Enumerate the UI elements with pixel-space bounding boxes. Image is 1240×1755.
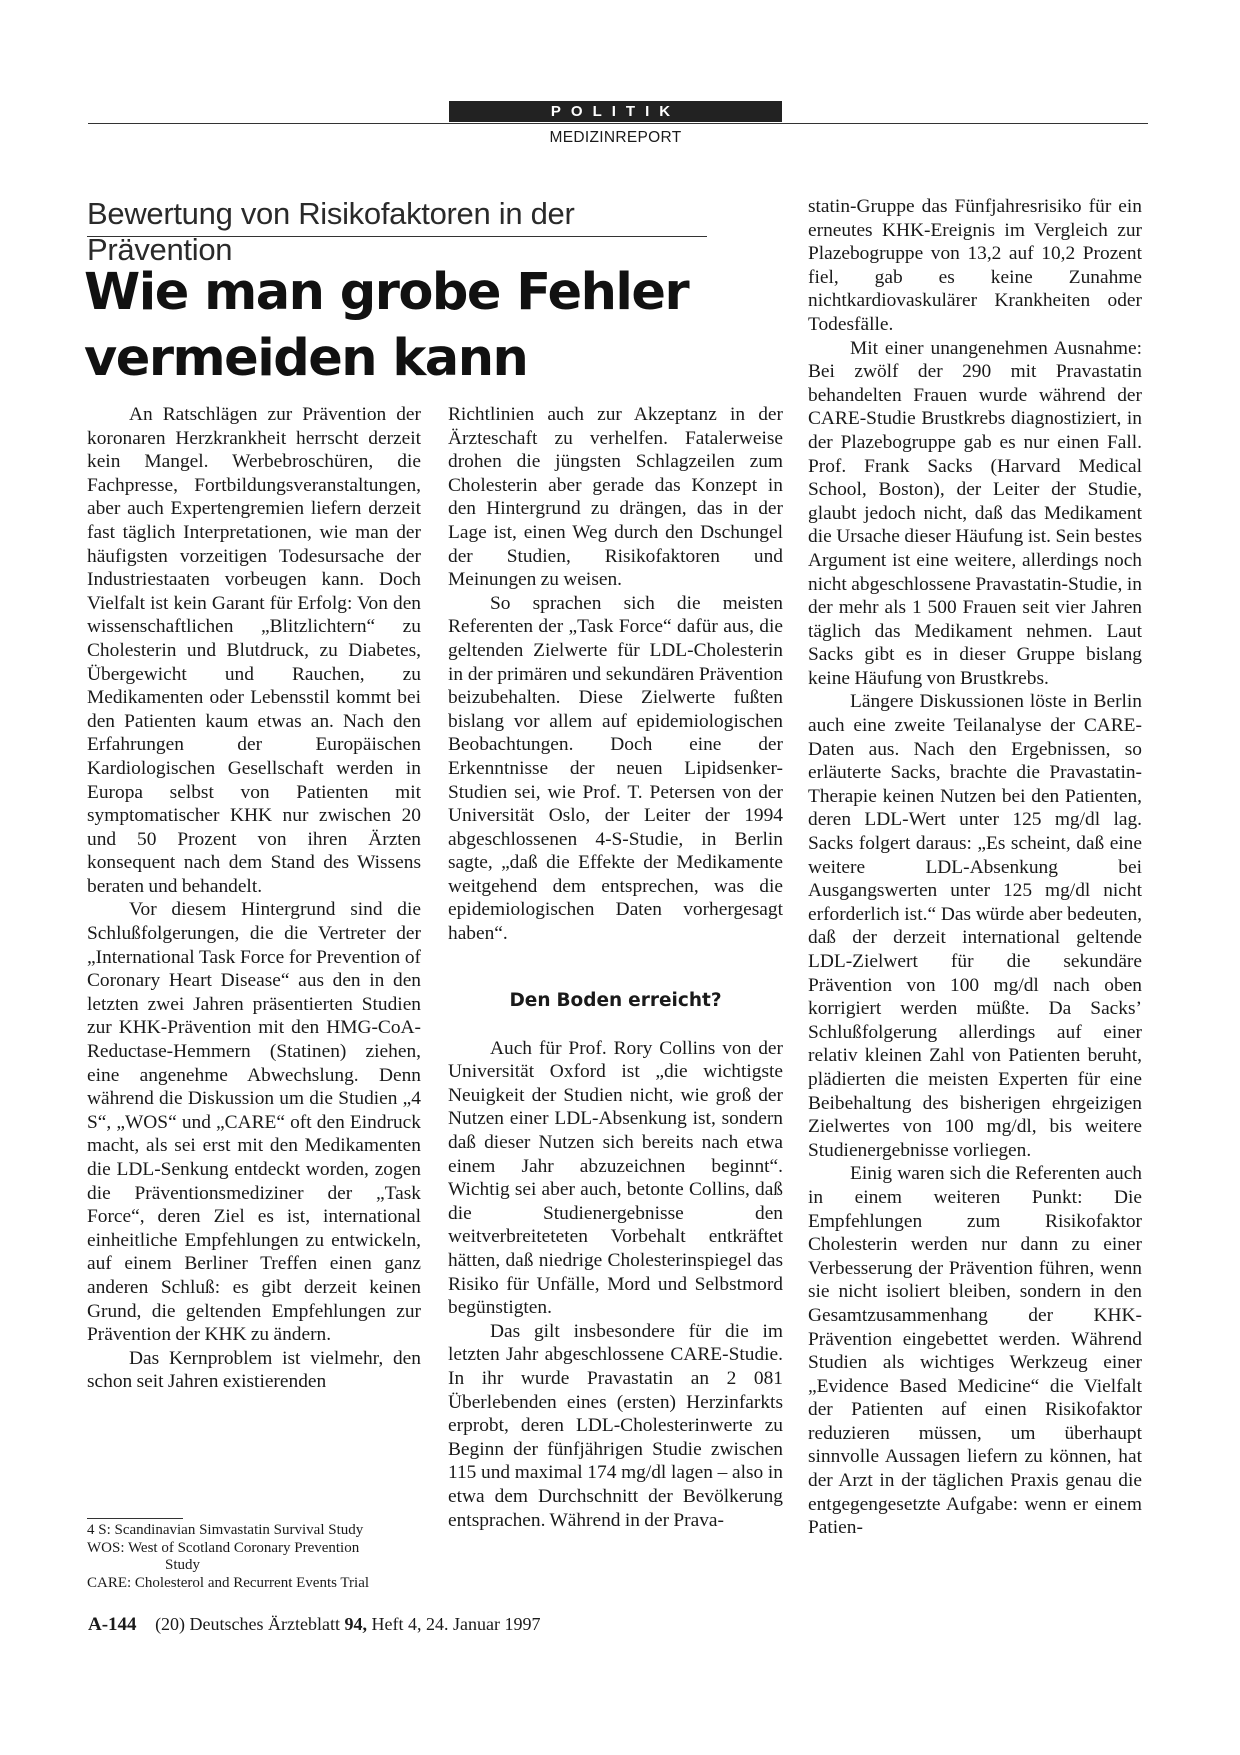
footnote: WOS: West of Scotland Coronary Prevention xyxy=(87,1539,360,1556)
kicker-rule xyxy=(87,236,707,237)
headline-line-2: vermeiden kann xyxy=(84,329,528,388)
paragraph: statin-Gruppe das Fünfjahresrisiko für ein erneutes KHK-Ereignis im Vergleich zur Plazebogruppe von 13,2 auf 10,2 Prozent fiel, gab es keine Zunahme nichtkardiovaskulärer Krankheiten oder Todesfälle. xyxy=(808,196,1142,335)
text-column-2 xyxy=(448,403,783,1532)
issue-date: Heft 4, 24. Januar 1997 xyxy=(371,1614,541,1634)
publication-name: (20) Deutsches Ärzteblatt xyxy=(155,1614,340,1634)
paragraph: Mit einer unangenehmen Ausnahme: Bei zwölf der 290 mit Pravastatin behandelten Frauen wurde während der CARE-Studie Brustkrebs diagnostiziert, in der Plazebogruppe gab es nur einen Fall. Prof. Frank Sacks (Harvard Medical School, Boston), der Leiter der Studie, glaubt jedoch nicht, daß das Medikament die Ursache dieser Häufung ist. Sein bestes Argument ist eine weitere, allerdings noch nicht abgeschlossene Pravastatin-Studie, in der mehr als 1 500 Frauen seit vier Jahren täglich das Medikament nehmen. Laut Sacks gibt es in dieser Gruppe bislang keine Häufung von Brustkrebs. xyxy=(808,337,1142,689)
paragraph: An Ratschlägen zur Prävention der koronaren Herzkrankheit herrscht derzeit kein Mangel. Werbebroschüren, die Fachpresse, Fortbildungsveranstaltungen, aber auch Expertengremien liefern derzeit fast täglich Interpretationen, wie man der häufigsten vorzeitigen Todesursache der Industriestaaten vorbeugen kann. Doch Vielfalt ist kein Garant für Erfolg: Von den wissenschaftlichen „Blitzlichtern“ zu Cholesterin und Blutdruck, zu Diabetes, Übergewicht und Rauchen, zu Medikamenten oder Lebensstil kommt bei den Patienten kaum etwas an. Nach den Erfahrungen der Europäischen Kardiologischen Gesellschaft werden in Europa selbst von Patienten mit symptomatischer KHK nur zwischen 20 und 50 Prozent von ihren Ärzten konsequent nach dem Stand des Wissens beraten und behandelt. xyxy=(87,404,421,897)
footnote: CARE: Cholesterol and Recurrent Events Trial xyxy=(87,1574,370,1591)
page-number: A-144 xyxy=(88,1614,137,1635)
paragraph: Auch für Prof. Rory Collins von der Universität Oxford ist „die wichtigste Neuigkeit der Studien nicht, wie groß der Nutzen einer LDL-Absenkung ist, sondern daß dieser Nutzen sich bereits nach etwa einem Jahr abzuzeichnen beginnt“. Wichtig sei aber auch, betonte Collins, daß die Studienergebnisse den weitverbreiteteten Vorbehalt entkräftet hätten, daß niedrige Cholesterinspiegel das Risiko für Unfälle, Mord und Selbstmord begünstigten. xyxy=(448,1037,783,1319)
header-rule xyxy=(88,123,1148,124)
volume-number: 94, xyxy=(344,1614,367,1634)
paragraph: Vor diesem Hintergrund sind die Schlußfolgerungen, die die Vertreter der „International Task Force for Prevention of Coronary Heart Disease“ aus den in den letzten zwei Jahren präsentierten Studien zur KHK-Prävention mit den HMG-CoA-Reductase-Hemmern (Statinen) ziehen, eine angenehme Abwechslung. Denn während die Diskussion um die Studien „4 S“, „WOS“ und „CARE“ oft den Eindruck macht, als sei erst mit den Medikamenten die LDL-Senkung entdeckt worden, zogen die Präventionsmediziner der „Task Force“, deren Ziel es ist, international einheitliche Empfehlungen zu entwickeln, auf einem Berliner Treffen einen ganz anderen Schluß: es gibt derzeit keinen Grund, die geltenden Empfehlungen zur Prävention der KHK zu ändern. xyxy=(87,899,421,1346)
paragraph: So sprachen sich die meisten Referenten der „Task Force“ dafür aus, die geltenden Zielwerte für LDL-Cholesterin in der primären und sekundären Prävention beizubehalten. Diese Zielwerte fußten bislang vor allem auf epidemiologischen Beobachtungen. Doch eine der Erkenntnisse der neuen Lipidsenker-Studien sei, wie Prof. T. Petersen von der Universität Oslo, der Leiter der 1994 abgeschlossenen 4-S-Studie, in Berlin sagte, „daß die Effekte der Medikamente weitgehend dem entsprechen, was die epidemiologischen Daten vorhergesagt haben“. xyxy=(448,592,783,945)
text-column-1 xyxy=(87,403,421,1394)
paragraph: Das gilt insbesondere für die im letzten Jahr abgeschlossene CARE-Studie. In ihr wurde Pravastatin an 2 081 Überlebenden eines (ersten) Herzinfarkts erprobt, deren LDL-Cholesterinwerte zu Beginn der fünfjährigen Studie zwischen 115 und maximal 174 mg/dl lagen – also in etwa dem Durchschnitt der Bevölkerung entsprachen. Während in der Prava- xyxy=(448,1320,783,1531)
footnote-continuation: Study xyxy=(165,1557,201,1573)
subsection-label: MEDIZINREPORT xyxy=(549,129,682,146)
paragraph: Das Kernproblem ist vielmehr, den schon seit Jahren existierenden xyxy=(87,1347,421,1393)
section-subheading: Den Boden erreicht? xyxy=(509,989,722,1011)
paragraph: Einig waren sich die Referenten auch in einem weiteren Punkt: Die Empfehlungen zum Risikofaktor Cholesterin werden nur dann zu einer Verbesserung der Prävention führen, wenn sie nicht isoliert bleiben, sondern in den Gesamtzusammenhang der KHK-Prävention eingebettet werden. Während Studien als wichtiges Werkzeug einer „Evidence Based Medicine“ die Vielfalt der Patienten auf einen Risikofaktor reduzieren müssen, um überhaupt sinnvolle Aussagen liefern zu können, hat der Arzt in der täglichen Praxis genau die entgegengesetzte Aufgabe: wenn er einem Patien- xyxy=(808,1163,1142,1539)
headline-line-1: Wie man grobe Fehler xyxy=(84,263,689,322)
article-headline xyxy=(84,260,724,392)
section-label: POLITIK xyxy=(449,101,782,122)
paragraph: Längere Diskussionen löste in Berlin auch eine zweite Teilanalyse der CARE-Daten aus. Nach den Ergebnissen, so erläuterte Sacks, brachte die Pravastatin-Therapie keinen Nutzen bei den Patienten, deren LDL-Wert unter 125 mg/dl lag. Sacks folgert daraus: „Es scheint, daß eine weitere LDL-Absenkung bei Ausgangswerten unter 125 mg/dl nicht erforderlich ist.“ Das würde aber bedeuten, daß der derzeit international geltende LDL-Zielwert für die sekundäre Prävention von 100 mg/dl nach oben korrigiert werden müßte. Da Sacks’ Schlußfolgerung allerdings auf einer relativ kleinen Zahl von Patienten beruht, plädierten die meisten Experten für eine Beibehaltung des bisherigen ehrgeizigen Zielwertes von 100 mg/dl, bis weitere Studienergebnisse vorliegen. xyxy=(808,691,1142,1161)
text-column-3 xyxy=(808,195,1142,1540)
article-kicker: Bewertung von Risikofaktoren in der Prävention xyxy=(87,196,575,267)
paragraph: Richtlinien auch zur Akzeptanz in der Ärzteschaft zu verhelfen. Fatalerweise drohen die jüngsten Schlagzeilen zum Cholesterin aber gerade das Konzept in den Hintergrund zu drängen, das in der Lage ist, einen Weg durch den Dschungel der Studien, Risikofaktoren und Meinungen zu weisen. xyxy=(448,404,783,591)
footnote-rule xyxy=(87,1518,183,1519)
page-footer xyxy=(88,1614,540,1636)
footnote: 4 S: Scandinavian Simvastatin Survival Study xyxy=(87,1522,364,1538)
footnotes xyxy=(87,1522,427,1592)
